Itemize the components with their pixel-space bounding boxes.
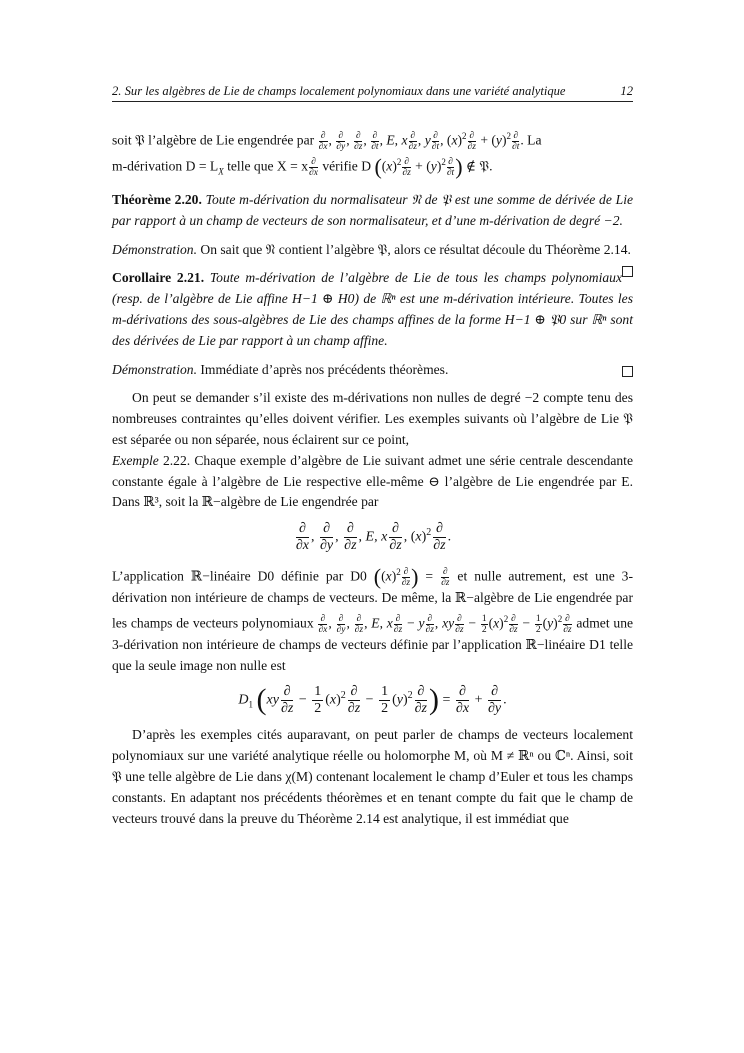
application-text-b: et nulle autrement, est une 3-dérivation non intérieure de champs de vecteurs. De même, la ℝ−algèbre de Lie engendrée par les champs de vecteurs polynomiaux (112, 568, 634, 631)
example-number: 2.22. (162, 452, 191, 468)
example-text: Chaque exemple d’algèbre de Lie suivant admet une série centrale descendante constante égale à l’algèbre de Lie respective elle-même ⊖ l’algèbre de Lie engendrée par E. Dans ℝ³, soit la ℝ−algèbre de Lie engendrée par (112, 452, 633, 510)
intro-text-b: . La (520, 132, 542, 148)
paragraph-intro: soit 𝔓 l’algèbre de Lie engendrée par $\frac{\partial}{\partial x}$ , $\frac{\partial}{\partial y}$ , $\frac{\partial}{\partial z}$ , $\frac{\partial}{\partial t}$ , E, x $\frac{\partial}{\partial z}$ , y $\frac{\partial}{\partial t}$ , $(x)^2$ $\frac{\partial}{\partial z}$ + $(y)^2$ $\frac{\partial}{\partial t}$ . La m-dérivation $D = L_X$ telle que X = x $\frac{\partial}{\partial x}$ vérifie D ($(x)^2$ $\frac{\partial}{\partial z}$ + $(y)^2$ $\frac{\partial}{\partial t}$ ) ∉ 𝔓. (112, 130, 542, 179)
demonstration-2 (112, 360, 633, 381)
example-label: Exemple (112, 452, 159, 468)
equation-generators: ∂ ∂x , ∂ ∂y , ∂ ∂z , E, x ∂ ∂z , $(x)^2$ ∂ ∂z . (295, 521, 452, 554)
demonstration-1 (112, 240, 633, 261)
corollary-2-21 (112, 268, 633, 351)
theorem-2-20 (112, 190, 633, 232)
intro-text-a: soit 𝔓 l’algèbre de Lie engendrée par (112, 132, 315, 148)
running-header (112, 84, 633, 102)
intro-text-c: m-dérivation D = L (112, 158, 219, 174)
demo1-text: On sait que 𝔑 contient l’algèbre 𝔓, alors ce résultat découle du Théorème 2.14. (200, 241, 631, 257)
equation-d1: $D_1$ (xy ∂ ∂z − $\frac{1}{2}$ $(x)^2$ ∂ ∂z − $\frac{1}{2}$ $(y)^2$ ∂ ∂z ) = ∂ ∂x + ∂ ∂y . (238, 683, 507, 717)
theorem-text: Toute m-dérivation du normalisateur 𝔑 de 𝔓 est une somme de dérivée de Lie par rapport à un champ de vecteurs de son normalisateur, et d’une m-dérivation de degré −2. (112, 191, 633, 228)
application-text-c: admet une 3-dérivation non intérieure de champs de vecteurs définie par l’application ℝ−linéaire D1 telle que la seule image non nulle est (112, 615, 634, 673)
intro-text-d: telle que X = x (223, 158, 309, 174)
qed-icon (622, 266, 633, 277)
paragraph-application: L’application ℝ−linéaire D0 définie par D0 ($(x)^2$ $\frac{\partial}{\partial z}$ ) = $\frac{\partial}{\partial z}$ et nulle autrement, est une 3-dérivation non intérieure de champs de vecteurs. De même, la ℝ−algèbre de Lie engendrée par les champs de vecteurs polynomiaux $\frac{\partial}{\partial x}$ , $\frac{\partial}{\partial y}$ , $\frac{\partial}{\partial z}$ , E, x $\frac{\partial}{\partial z}$ − y $\frac{\partial}{\partial z}$ , xy $\frac{\partial}{\partial z}$ − $\frac{1}{2}$ $(x)^2$ $\frac{\partial}{\partial z}$ − $\frac{1}{2}$ $(y)^2$ $\frac{\partial}{\partial z}$ admet une 3-dérivation non intérieure de champs de vecteurs définie par l’application ℝ−linéaire D1 telle que la seule image non nulle est (112, 564, 634, 673)
demo2-text: Immédiate d’après nos précédents théorèmes. (200, 361, 449, 377)
demo1-label: Démonstration. (112, 241, 197, 257)
intro-text-f: ∉ 𝔓. (462, 158, 493, 174)
header-title: 2. Sur les algèbres de Lie de champs localement polynomiaux dans une variété analytique (112, 84, 566, 98)
demo2-label: Démonstration. (112, 361, 197, 377)
corollary-text: Toute m-dérivation de l’algèbre de Lie de tous les champs polynomiaux (resp. de l’algèbre de Lie affine H−1 ⊕ H0) de ℝⁿ est une m-dérivation intérieure. Toutes les m-dérivations des sous-algèbres de Lie des champs affines de la forme H−1 ⊕ 𝔓0 sur ℝⁿ sont des dérivées de Lie par rapport à un champ affine. (112, 270, 633, 348)
theorem-label: Théorème 2.20. (112, 191, 202, 207)
paragraph-conclusion: D’après les exemples cités auparavant, on peut parler de champs de vecteurs localement polynomiaux sur une variété analytique réelle ou holomorphe M, où M ≠ ℝⁿ ou ℂⁿ. Ainsi, soit 𝔓 une telle algèbre de Lie dans χ(M) contenant localement le champ d’Euler et tous les champs constants. En adaptant nos précédents théorèmes et en tenant compte du fait que le champ de vecteurs trouvé dans la preuve du Théorème 2.14 est analytique, il est immédiat que (112, 727, 633, 826)
corollary-label: Corollaire 2.21. (112, 270, 205, 286)
application-text-a: L’application ℝ−linéaire D0 définie par D0 (112, 568, 367, 584)
body-text (112, 126, 633, 829)
intro-text-e: vérifie D (318, 158, 372, 174)
example-2-22 (112, 451, 633, 513)
qed-icon (622, 366, 633, 377)
paragraph-question: On peut se demander s’il existe des m-dérivations non nulles de degré −2 compte tenu des nombreuses contraintes qu’elles doivent vérifier. Les exemples suivants où l’algèbre de Lie 𝔓 est séparée ou non séparée, nous éclairent sur ce point, (112, 390, 633, 447)
page-number: 12 (620, 84, 633, 98)
